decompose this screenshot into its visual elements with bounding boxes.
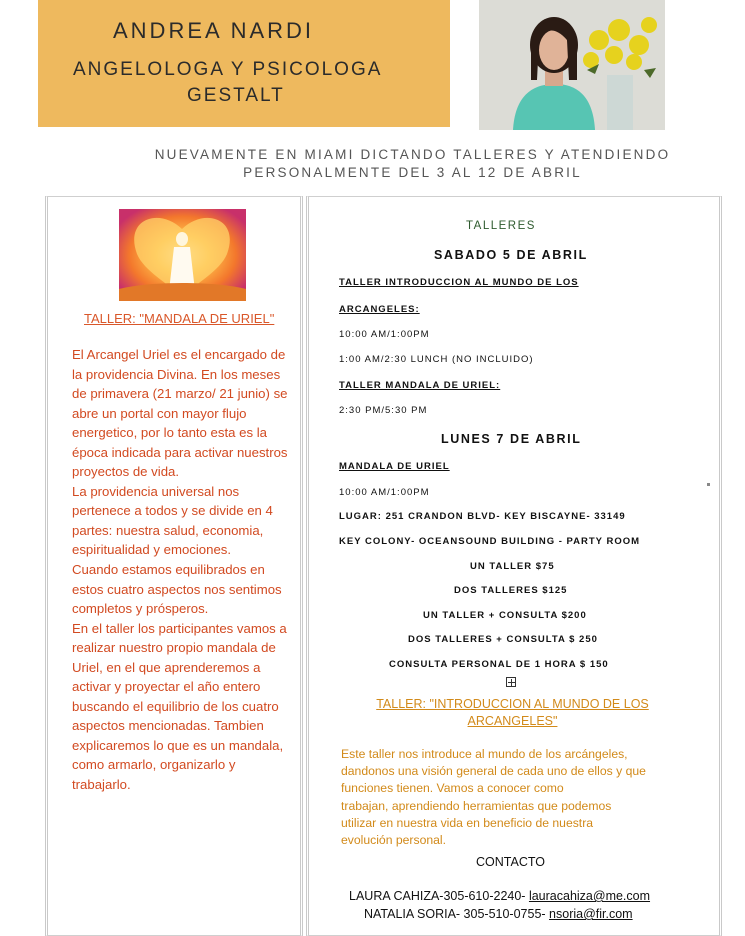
description-paragraph: El Arcangel Uriel es el encargado de la providencia Divina. En los meses de primavera (21 marzo/ 21 junio) se abre un portal con mayor flujo energetico, por lo tanto esta es la época indicada para activar nuestros proyectos de vida. (72, 347, 288, 480)
time-slot-1: 10:00 AM/1:00PM (339, 329, 430, 340)
intro-line: trabajan, aprendiendo herramientas que podemos (341, 798, 612, 813)
contact-laura (349, 889, 650, 903)
email-link-laura[interactable]: lauracahiza@me.com (528, 889, 651, 903)
angel-image (119, 209, 246, 301)
author-name: ANDREA NARDI (113, 18, 315, 43)
workshop-uriel-title: TALLER MANDALA DE URIEL: (339, 380, 501, 391)
intro-line: funciones tienen. Vamos a conocer como (341, 781, 564, 796)
price-item: DOS TALLERES $125 (454, 585, 568, 596)
expand-plus-icon[interactable] (506, 677, 516, 687)
price-item: UN TALLER + CONSULTA $200 (423, 610, 587, 621)
announcement-line2: PERSONALMENTE DEL 3 AL 12 DE ABRIL (243, 165, 582, 180)
email-link-natalia[interactable]: nsoria@fir.com (549, 907, 633, 921)
day-monday: LUNES 7 DE ABRIL (441, 432, 582, 446)
mandala-description (72, 345, 294, 795)
mandala-workshop-title: TALLER: "MANDALA DE URIEL" (84, 311, 275, 326)
contact-natalia (364, 907, 633, 921)
day-saturday: SABADO 5 DE ABRIL (434, 248, 588, 262)
intro-title-line1: TALLER: "INTRODUCCION AL MUNDO DE LOS (376, 697, 649, 711)
intro-workshop-description (341, 746, 691, 849)
contact-laura-text: LAURA CAHIZA-305-610-2240- (349, 889, 529, 903)
portrait-photo (479, 0, 665, 130)
location: LUGAR: 251 CRANDON BLVD- KEY BISCAYNE- 33149 (339, 511, 626, 522)
price-item: UN TALLER $75 (470, 561, 555, 572)
announcement-line1: NUEVAMENTE EN MIAMI DICTANDO TALLERES Y ATENDIENDO (154, 147, 671, 162)
description-paragraph: La providencia universal nos pertenece a todos y se divide en 4 partes: nuestra salud, economia, espiritualidad y emociones. (72, 483, 273, 558)
talleres-heading: TALLERES (466, 220, 536, 232)
intro-line: Este taller nos introduce al mundo de los arcángeles, (341, 747, 628, 761)
time-slot-2: 2:30 PM/5:30 PM (339, 405, 428, 416)
intro-line: utilizar en nuestra vida en beneficio de nuestra (341, 815, 594, 830)
workshop-arcangeles-title-cont: ARCANGELES: (339, 304, 420, 315)
intro-line: evolución personal. (341, 833, 447, 848)
description-paragraph: Cuando estamos equilibrados en estos cuatro aspectos nos sentimos completos y prósperos. (72, 562, 282, 617)
workshop-mandala-title: MANDALA DE URIEL (339, 461, 450, 472)
price-item: DOS TALLERES + CONSULTA $ 250 (408, 634, 598, 645)
time-slot-3: 10:00 AM/1:00PM (339, 487, 430, 498)
building: KEY COLONY- OCEANSOUND BUILDING - PARTY ROOM (339, 536, 641, 547)
intro-line: dandonos una visión general de cada uno de ellos y que (341, 764, 646, 779)
description-paragraph: En el taller los participantes vamos a realizar nuestro propio mandala de Uriel, en el que aprenderemos a activar y proyectar el año entero buscando el equilibrio de los cuatro aspectos mencionadas. Tambien explicaremos lo que es un mandala, como armarlo, organizarlo y trabajarlo. (72, 620, 287, 793)
contact-natalia-text: NATALIA SORIA- 305-510-0755- (364, 907, 550, 921)
intro-workshop-title (375, 696, 650, 730)
workshop-arcangeles-title: TALLER INTRODUCCION AL MUNDO DE LOS (339, 277, 579, 288)
price-item: CONSULTA PERSONAL DE 1 HORA $ 150 (389, 659, 609, 670)
contact-heading: CONTACTO (476, 855, 545, 869)
author-title-line2: GESTALT (187, 85, 285, 106)
stray-mark (707, 483, 710, 486)
author-title-line1: ANGELOLOGA Y PSICOLOGA (73, 59, 383, 80)
intro-title-line2: ARCANGELES" (467, 714, 558, 728)
lunch-slot: 1:00 AM/2:30 LUNCH (NO INCLUIDO) (339, 354, 534, 365)
announcement (90, 146, 735, 182)
